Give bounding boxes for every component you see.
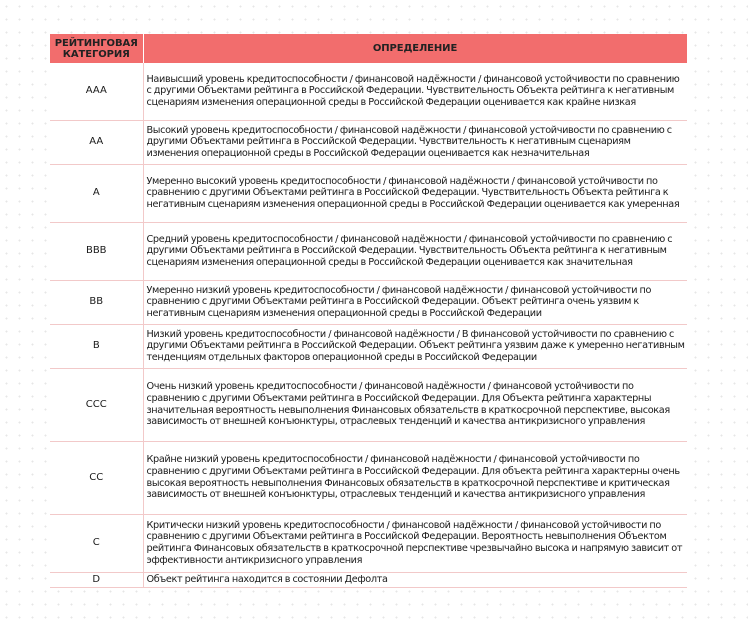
table-row [50, 280, 687, 324]
rating-category-cell: CC [50, 441, 143, 514]
rating-category-cell: C [50, 514, 143, 572]
rating-definition-cell: Высокий уровень кредитоспособности / финансовой надёжности / финансовой устойчивости по сравнению с другими Объектами рейтинга в Российской Федерации. Чувствительность к негативным сценариям изменения операционной среды в Российской Федерации оценивается как незначительная [143, 120, 687, 164]
rating-definition-cell: Критически низкий уровень кредитоспособности / финансовой надёжности / финансовой устойчивости по сравнению с другими Объектами рейтинга в Российской Федерации. Вероятность невыполнения Объектом рейтинга Финансовых обязательств в краткосрочной перспективе чрезвычайно высока и напрямую зависит от эффективности антикризисного управления [143, 514, 687, 572]
rating-category-cell: BB [50, 280, 143, 324]
rating-definition-cell: Наивысший уровень кредитоспособности / финансовой надёжности / финансовой устойчивости по сравнению с другими Объектами рейтинга в Российской Федерации. Чувствительность Объекта рейтинга к негативным сценариям изменения операционной среды в Российской Федерации оценивается как крайне низкая [143, 63, 687, 120]
rating-definition-cell: Умеренно высокий уровень кредитоспособности / финансовой надёжности / финансовой устойчивости по сравнению с другими Объектами рейтинга в Российской Федерации. Чувствительность Объекта рейтинга к негативным сценариям изменения операционной среды в Российской Федерации оценивается как умеренная [143, 164, 687, 222]
rating-scale-table-container [50, 34, 687, 588]
header-rating-category: РЕЙТИНГОВАЯ КАТЕГОРИЯ [50, 34, 143, 63]
rating-category-cell: AA [50, 120, 143, 164]
table-row [50, 368, 687, 441]
rating-category-cell: BBB [50, 222, 143, 280]
rating-definition-cell: Средний уровень кредитоспособности / финансовой надёжности / финансовой устойчивости по сравнению с другими Объектами рейтинга в Российской Федерации. Чувствительность Объекта рейтинга к негативным сценариям изменения операционной среды в Российской Федерации оценивается как значительная [143, 222, 687, 280]
rating-category-cell: AAA [50, 63, 143, 120]
table-row [50, 222, 687, 280]
table-row [50, 324, 687, 368]
rating-definition-cell: Низкий уровень кредитоспособности / финансовой надёжности / В финансовой устойчивости по сравнению с другими Объектами рейтинга в Российской Федерации. Объект рейтинга уязвим даже к умеренно негативным тенденциям отдельных факторов операционной среды в Российской Федерации [143, 324, 687, 368]
rating-definition-cell: Крайне низкий уровень кредитоспособности / финансовой надёжности / финансовой устойчивости по сравнению с другими Объектами рейтинга в Российской Федерации. Для объекта рейтинга характерны очень высокая вероятность невыполнения Финансовых обязательств в краткосрочной перспективе и критическая зависимость от внешней конъюнктуры, отраслевых тенденций и качества антикризисного управления [143, 441, 687, 514]
table-row [50, 514, 687, 572]
rating-category-cell: B [50, 324, 143, 368]
rating-category-cell: D [50, 572, 143, 587]
table-row [50, 63, 687, 120]
rating-scale-table [50, 34, 688, 588]
table-row [50, 164, 687, 222]
rating-category-cell: CCC [50, 368, 143, 441]
table-row [50, 441, 687, 514]
table-header-row [50, 34, 687, 63]
rating-definition-cell: Умеренно низкий уровень кредитоспособности / финансовой надёжности / финансовой устойчивости по сравнению с другими Объектами рейтинга в Российской Федерации. Объект рейтинга очень уязвим к негативным сценариям изменения операционной среды в Российской Федерации [143, 280, 687, 324]
rating-definition-cell: Очень низкий уровень кредитоспособности / финансовой надёжности / финансовой устойчивости по сравнению с другими Объектами рейтинга в Российской Федерации. Для Объекта рейтинга характерны значительная вероятность невыполнения Финансовых обязательств в краткосрочной перспективе, высокая зависимость от внешней конъюнктуры, отраслевых тенденций и качества антикризисного управления [143, 368, 687, 441]
header-definition: ОПРЕДЕЛЕНИЕ [143, 34, 687, 63]
rating-category-cell: A [50, 164, 143, 222]
rating-definition-cell: Объект рейтинга находится в состоянии Дефолта [143, 572, 687, 587]
table-row [50, 572, 687, 587]
table-row [50, 120, 687, 164]
